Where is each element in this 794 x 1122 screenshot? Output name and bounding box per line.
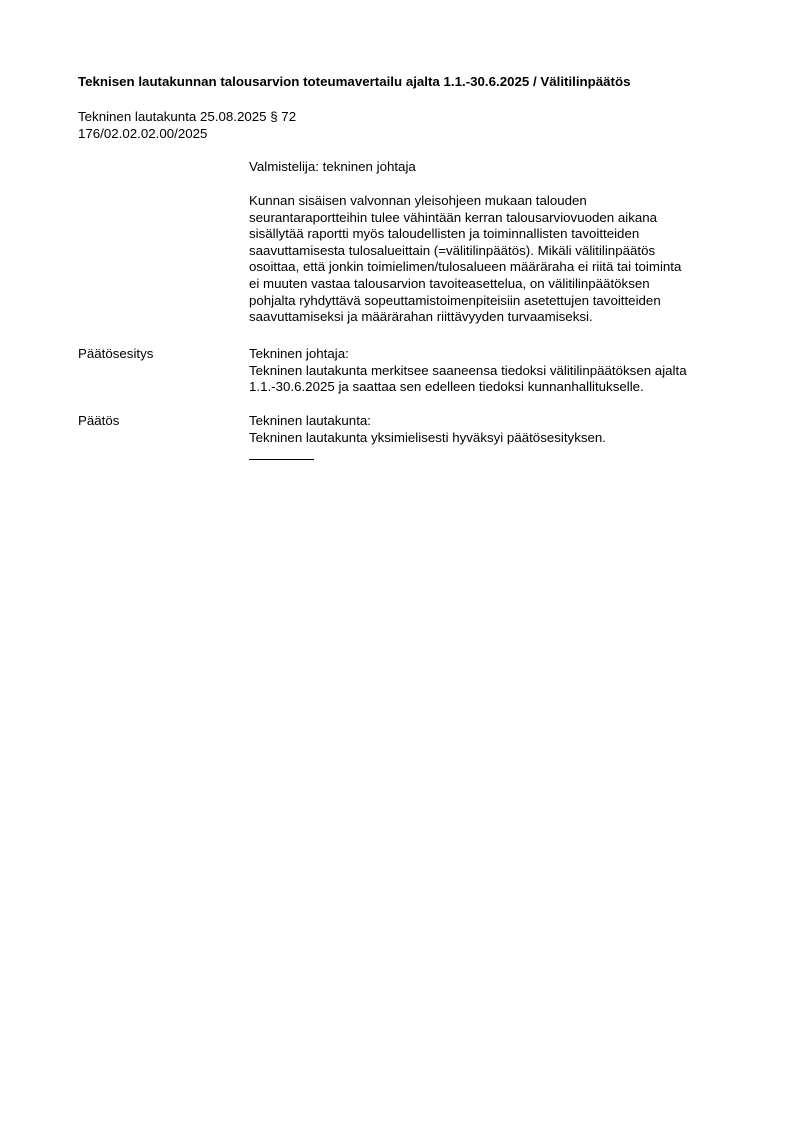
body-line: pohjalta ryhdyttävä sopeuttamistoimenpiteisiin asetettujen tavoitteiden xyxy=(249,292,661,308)
body-line: ei muuten vastaa talousarvion tavoiteasettelua, on välitilinpäätöksen xyxy=(249,275,650,291)
proposal-line: Tekninen lautakunta merkitsee saaneensa tiedoksi välitilinpäätöksen ajalta xyxy=(249,362,687,378)
body-paragraph xyxy=(249,193,749,326)
proposal-line: Tekninen johtaja: xyxy=(249,346,349,361)
end-rule xyxy=(249,459,314,460)
preparer-line: Valmistelija: tekninen johtaja xyxy=(249,159,416,174)
body-line: saavuttamiseksi ja määrärahan riittävyyden turvaamiseksi. xyxy=(249,309,593,325)
proposal-line: 1.1.-30.6.2025 ja saattaa sen edelleen tiedoksi kunnanhallitukselle. xyxy=(249,379,644,395)
proposal-text xyxy=(249,346,749,396)
body-line: sisällytää raportti myös taloudellisten ja toiminnallisten tavoitteiden xyxy=(249,226,640,242)
decision-line: Tekninen lautakunta yksimielisesti hyväksyi päätösesityksen. xyxy=(249,429,606,445)
record-number: 176/02.02.02.00/2025 xyxy=(78,125,208,141)
proposal-label: Päätösesitys xyxy=(78,346,154,361)
body-line: osoittaa, että jonkin toimielimen/tulosalueen määräraha ei riitä tai toiminta xyxy=(249,259,682,275)
document-title: Teknisen lautakunnan talousarvion toteumavertailu ajalta 1.1.-30.6.2025 / Välitilinpäätös xyxy=(78,74,631,89)
decision-text xyxy=(249,413,749,446)
meeting-line: Tekninen lautakunta 25.08.2025 § 72 xyxy=(78,109,297,124)
body-line: seurantaraportteihin tulee vähintään kerran talousarviovuoden aikana xyxy=(249,209,658,225)
body-line: saavuttamisesta tulosalueittain (=välitilinpäätös). Mikäli välitilinpäätös xyxy=(249,242,656,258)
decision-label: Päätös xyxy=(78,413,120,428)
meeting-meta xyxy=(78,109,296,142)
decision-line: Tekninen lautakunta: xyxy=(249,413,371,428)
body-line: Kunnan sisäisen valvonnan yleisohjeen mukaan talouden xyxy=(249,193,587,208)
